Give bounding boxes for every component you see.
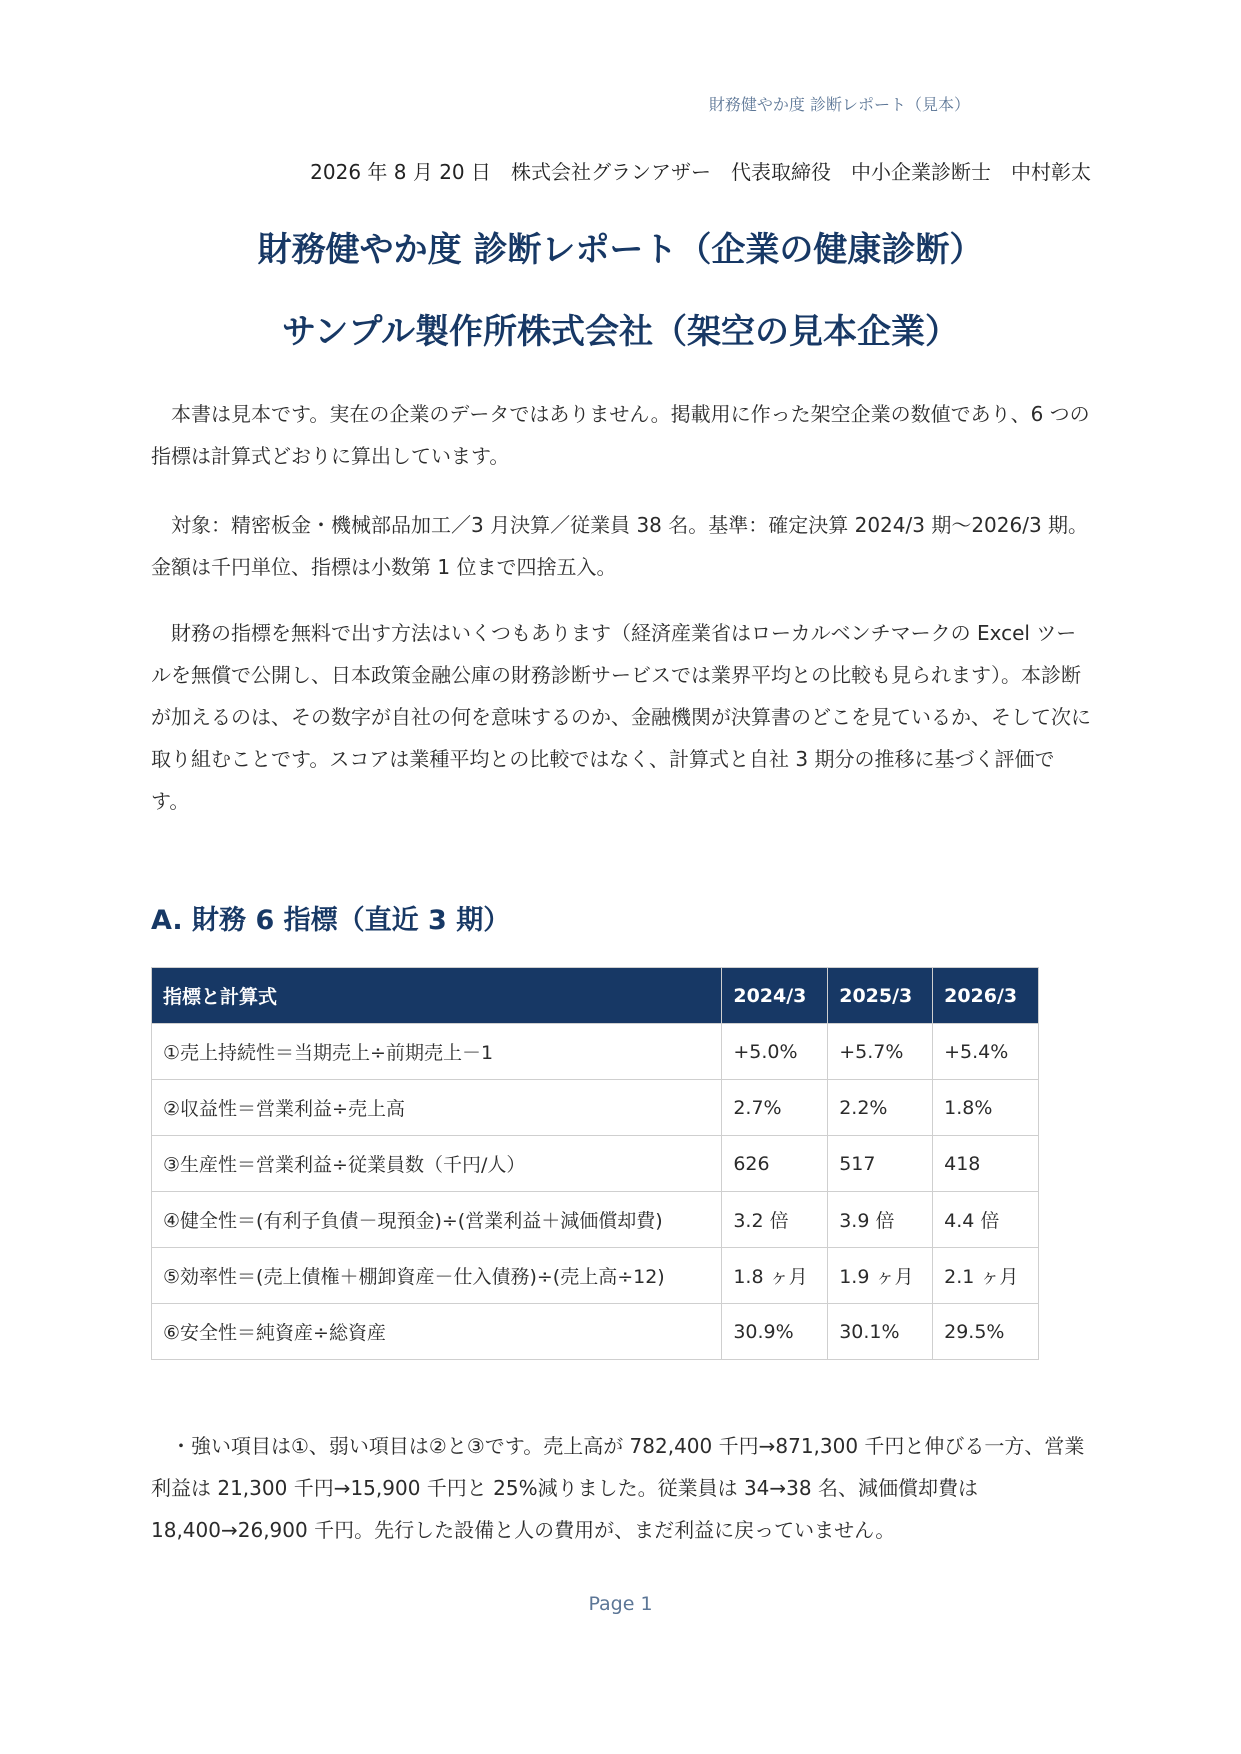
table-cell: 1.8% (933, 1080, 1039, 1136)
table-header-cell: 2026/3 (933, 968, 1039, 1024)
table-header-cell: 指標と計算式 (152, 968, 722, 1024)
table-cell: ⑤効率性＝(売上債権＋棚卸資産－仕入債務)÷(売上高÷12) (152, 1248, 722, 1304)
table-cell: 2.2% (828, 1080, 933, 1136)
table-cell: ④健全性＝(有利子負債－現預金)÷(営業利益＋減価償却費) (152, 1192, 722, 1248)
table-cell: 517 (828, 1136, 933, 1192)
table-row (152, 1024, 1039, 1080)
table-row (152, 1192, 1039, 1248)
table-cell: ③生産性＝営業利益÷従業員数（千円/人） (152, 1136, 722, 1192)
table-cell: +5.7% (828, 1024, 933, 1080)
summary-paragraph: ・強い項目は①、弱い項目は②と③です。売上高が 782,400 千円→871,300 千円と伸びる一方、営業利益は 21,300 千円→15,900 千円と 25%減りました。従業員は 34→38 名、減価償却費は 18,400→26,900 千円。先行した設備と人の費用が、まだ利益に戻っていません。 (151, 1434, 1085, 1542)
table-cell: 29.5% (933, 1304, 1039, 1360)
table-row (152, 1304, 1039, 1360)
table-row (152, 1080, 1039, 1136)
table-header-row (152, 968, 1039, 1024)
table-cell: 418 (933, 1136, 1039, 1192)
table-cell: 30.1% (828, 1304, 933, 1360)
table-cell: +5.0% (722, 1024, 828, 1080)
table-cell: 3.9 倍 (828, 1192, 933, 1248)
table-row (152, 1248, 1039, 1304)
section-heading: A. 財務 6 指標（直近 3 期） (151, 905, 511, 936)
table-cell: ①売上持続性＝当期売上÷前期売上－1 (152, 1024, 722, 1080)
table-cell: 1.8 ヶ月 (722, 1248, 828, 1304)
table-cell: 2.7% (722, 1080, 828, 1136)
table-row (152, 1136, 1039, 1192)
table-cell: 1.9 ヶ月 (828, 1248, 933, 1304)
intro-paragraph: 本書は見本です。実在の企業のデータではありません。掲載用に作った架空企業の数値であり、6 つの指標は計算式どおりに算出しています。 (151, 402, 1090, 468)
method-paragraph: 財務の指標を無料で出す方法はいくつもあります（経済産業省はローカルベンチマークの Excel ツールを無償で公開し、日本政策金融公庫の財務診断サービスでは業界平均との比較も見られます）。本診断が加えるのは、その数字が自社の何を意味するのか、金融機関が決算書のどこを見ているか、そして次に取り組むことです。スコアは業種平均との比較ではなく、計算式と自社 3 期分の推移に基づく評価です。 (151, 621, 1091, 813)
company-title: サンプル製作所株式会社（架空の見本企業） (282, 312, 959, 352)
table-cell: 4.4 倍 (933, 1192, 1039, 1248)
report-meta-line: 2026 年 8 月 20 日 株式会社グランアザー 代表取締役 中小企業診断士 中村彰太 (310, 160, 1091, 184)
table-header-cell: 2025/3 (828, 968, 933, 1024)
table-cell: ⑥安全性＝純資産÷総資産 (152, 1304, 722, 1360)
report-title: 財務健やか度 診断レポート（企業の健康診断） (257, 230, 984, 270)
table-cell: 626 (722, 1136, 828, 1192)
table-cell: 2.1 ヶ月 (933, 1248, 1039, 1304)
table-cell: 30.9% (722, 1304, 828, 1360)
table-cell: 3.2 倍 (722, 1192, 828, 1248)
scope-paragraph: 対象：精密板金・機械部品加工／3 月決算／従業員 38 名。基準：確定決算 2024/3 期～2026/3 期。金額は千円単位、指標は小数第 1 位まで四捨五入。 (151, 513, 1089, 579)
table-cell: +5.4% (933, 1024, 1039, 1080)
table-header-cell: 2024/3 (722, 968, 828, 1024)
indicator-table (151, 967, 1039, 1360)
running-header: 財務健やか度 診断レポート（見本） (708, 95, 970, 114)
page-number: Page 1 (588, 1593, 653, 1615)
table-cell: ②収益性＝営業利益÷売上高 (152, 1080, 722, 1136)
